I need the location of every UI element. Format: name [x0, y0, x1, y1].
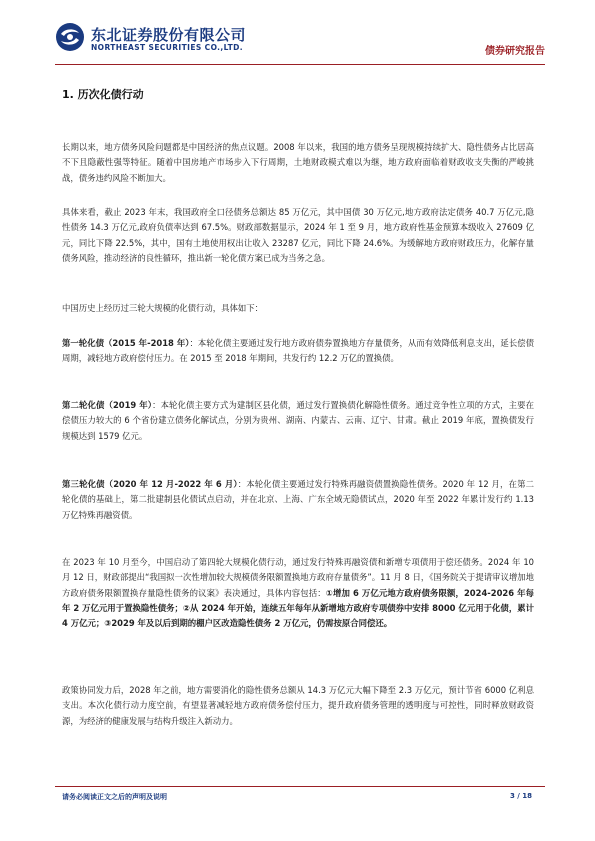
page-header: [55, 22, 545, 64]
paragraph-debt-overview: 具体来看，截止 2023 年末，我国政府全口径债务总额达 85 万亿元，其中国债 30 万亿元,地方政府法定债务 40.7 万亿元,隐性债务 14.3 万亿元,政府负债率达到 67.5%。财政部数据显示，2024 年 1 至 9 月，地方政府性基金预算本级收入 27609 亿元，同比下降 22.5%，其中，国有土地使用权出让收入 23287 亿元，同比下降 24.6%。为缓解地方政府财政压力，化解存量债务风险，推动经济的良性循环，推出新一轮化债方案已成为当务之急。: [62, 207, 534, 263]
paragraph-conclusion: 政策协同发力后，2028 年之前，地方需要消化的隐性债务总额从 14.3 万亿元大幅下降至 2.3 万亿元，预计节省 6000 亿利息支出。本次化债行动力度空前，有望显著减轻地方政府债务偿付压力，提升政府债务管理的透明度与可控性，同时释放财政资源，为经济的健康发展与结构升级注入新动力。: [62, 685, 534, 726]
paragraph-round-three: [62, 477, 534, 523]
paragraph-round-two: [62, 398, 534, 444]
report-type-label: 债券研究报告: [485, 46, 545, 57]
company-name-en: NORTHEAST SECURITIES CO.,LTD.: [91, 43, 244, 52]
paragraph-history-lead: 中国历史上经历过三轮大规模的化债行动，具体如下：: [62, 303, 263, 313]
round-three-heading: 第三轮化债（2020 年 12 月-2022 年 6 月）: [62, 479, 238, 489]
round-three-text: ：本轮化债主要通过发行特殊再融资债置换隐性债务。2020 年 12 月，在第二轮化债的基础上，第二批建制县化债试点启动，并在北京、上海、广东全域无隐债试点，2020 年至 2022 年累计发行约 1.13 万亿特殊再融资债。: [62, 479, 534, 520]
header-divider: [55, 64, 545, 65]
footer-disclaimer: 请务必阅读正文之后的声明及说明: [62, 793, 167, 801]
round-four-highlights: ①增加 6 万亿元地方政府债务限额，2024-2026 年每年 2 万亿元用于置换隐性债务；②从 2024 年开始，连续五年每年从新增地方政府专项债券中安排 8000 亿元用于化债，累计 4 万亿元；③2029 年及以后到期的棚户区改造隐性债务 2 万亿元，仍需按原合同偿还。: [62, 587, 535, 629]
round-two-heading: 第二轮化债（2019 年）: [62, 400, 153, 410]
section-title: 1. 历次化债行动: [62, 88, 144, 101]
paragraph-intro: 长期以来，地方债务风险问题都是中国经济的焦点议题。2008 年以来，我国的地方债务呈现规模持续扩大、隐性债务占比居高不下且隐蔽性强等特征。随着中国房地产市场步入下行周期，土地财政模式难以为继，地方政府面临着财政收支失衡的严峻挑战，债务违约风险不断加大。: [62, 142, 534, 183]
page-number: 3 / 18: [509, 792, 532, 800]
round-one-text: ：本轮化债主要通过发行地方政府债券置换地方存量债务，从而有效降低利息支出，延长偿债周期，减轻地方政府偿付压力。在 2015 至 2018 年期间，共发行约 12.2 万亿的置换债。: [62, 338, 534, 364]
footer-divider: [55, 786, 545, 787]
company-logo-icon: [55, 22, 85, 52]
round-two-text: ：本轮化债主要方式为建制区县化债，通过发行置换债化解隐性债务。通过竞争性立项的方式，主要在偿债压力较大的 6 个省份建立债务化解试点，分别为贵州、湖南、内蒙古、云南、辽宁、甘肃。截止 2019 年底，置换债发行规模达到 1579 亿元。: [62, 400, 535, 441]
paragraph-round-four: [62, 555, 534, 631]
company-name-cn: 东北证券股份有限公司: [91, 26, 247, 44]
round-one-heading: 第一轮化债（2015 年-2018 年）: [62, 338, 190, 348]
round-four-text: 在 2023 年 10 月至今，中国启动了第四轮大规模化债行动，通过发行特殊再融资债和新增专项债用于偿还债务。2024 年 10 月 12 日，财政部提出“我国拟一次性增加较大规模债务限额置换地方政府存量债务”。11 月 8 日，《国务院关于提请审议增加地方政府债务限额置换存量隐性债务的议案》表决通过，具体内容包括：: [62, 557, 534, 598]
paragraph-round-one: [62, 336, 534, 367]
